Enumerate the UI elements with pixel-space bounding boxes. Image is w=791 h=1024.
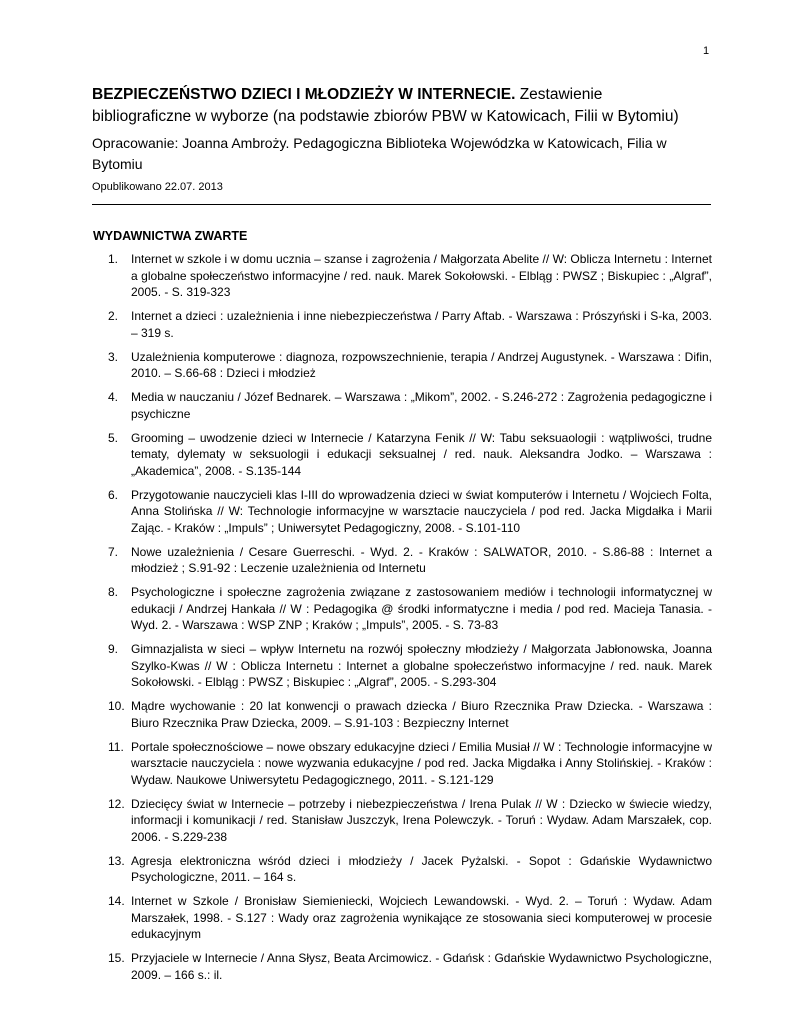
bibliography-entry [108,544,712,577]
entry-number: 7. [108,544,119,559]
bibliography-entry [108,251,712,301]
entry-text: Przyjaciele w Internecie / Anna Słysz, Beata Arcimowicz. - Gdańsk : Gdańskie Wydawnictwo Psychologiczne, 2009. – 166 s.: il. [131,951,712,982]
bibliography-entry [108,698,712,731]
entry-text: Internet w szkole i w domu ucznia – szanse i zagrożenia / Małgorzata Abelite // W: Oblicza Internetu : Internet a globalne społeczeństwo informacyjne / red. nauk. Marek Sokołowski. - Elbląg : PWSZ ; Biskupiec : „Algraf”, 2005. - S. 319-323 [131,252,712,299]
entry-number: 10. [108,699,125,713]
entry-text: Grooming – uwodzenie dzieci w Internecie / Katarzyna Fenik // W: Tabu seksuaologii : wątpliwości, trudne tematy, dylematy w seksuologii i edukacji seksualnej / red. nauk. Aleksandra Jodko. – Warszawa : „Akademica”, 2008. - S.135-144 [131,430,712,478]
publication-date: Opublikowano 22.07. 2013 [92,181,223,193]
entry-number: 15. [108,951,125,965]
entry-text: Portale społecznościowe – nowe obszary edukacyjne dzieci / Emilia Musiał // W : Technologie informacyjne w warsztacie nauczyciela : nowe wyzwania edukacyjne / pod red. Jacka Migdałka i Anny Stolińskiej. - Kraków : Wydaw. Naukowe Uniwersytetu Pedagogicznego, 2011. - S.121-129 [131,739,712,787]
page-number: 1 [703,45,710,57]
bibliography-entry [108,893,712,943]
entry-text: Agresja elektroniczna wśród dzieci i młodzieży / Jacek Pyżalski. - Sopot : Gdańskie Wydawnictwo Psychologiczne, 2011. – 164 s. [131,853,712,884]
entry-number: 2. [108,309,119,323]
entry-text: Mądre wychowanie : 20 lat konwencji o prawach dziecka / Biuro Rzecznika Praw Dziecka. - Warszawa : Biuro Rzecznika Praw Dziecka, 2009. – S.91-103 : Bezpieczny Internet [131,699,712,730]
author-line: Opracowanie: Joanna Ambroży. Pedagogiczna Biblioteka Wojewódzka w Katowicach, Filia w Bytomiu [92,135,667,172]
bibliography-entry [108,641,712,691]
entry-text: Internet w Szkole / Bronisław Siemieniecki, Wojciech Lewandowski. - Wyd. 2. – Toruń : Wydaw. Adam Marszałek, 1998. - S.127 : Wady oraz zagrożenia wynikające ze stosowania sieci komputerowej w procesie edukacyjnym [131,894,712,941]
entry-number: 6. [108,487,119,502]
header-divider [92,204,711,205]
bibliography-entry [108,487,712,537]
bibliography-entry [108,430,712,480]
entry-number: 14. [108,894,125,908]
bibliography-entry [108,950,712,983]
entry-number: 12. [108,796,125,811]
entry-number: 11. [108,739,124,754]
entry-number: 8. [108,585,119,599]
document-title [92,84,704,128]
entry-number: 1. [108,252,119,266]
entry-text: Uzależnienia komputerowe : diagnoza, rozpowszechnienie, terapia / Andrzej Augustynek. - Warszawa : Difin, 2010. – S.66-68 : Dzieci i młodzież [131,349,712,380]
entry-number: 3. [108,349,119,364]
bibliography-entry [108,349,712,382]
entry-text: Media w nauczaniu / Józef Bednarek. – Warszawa : „Mikom”, 2002. - S.246-272 : Zagrożenia pedagogiczne i psychiczne [131,390,712,421]
bibliography-entry [108,796,712,846]
bibliography-entry [108,308,712,341]
bibliography-entry [108,853,712,886]
entry-number: 13. [108,853,125,868]
entry-text: Nowe uzależnienia / Cesare Guerreschi. - Wyd. 2. - Kraków : SALWATOR, 2010. - S.86-88 : Internet a młodzież ; S.91-92 : Leczenie uzależnienia od Internetu [131,544,712,575]
entry-number: 9. [108,642,119,656]
section-heading: WYDAWNICTWA ZWARTE [93,229,248,243]
entry-text: Gimnazjalista w sieci – wpływ Internetu na rozwój społeczny młodzieży / Małgorzata Jabłonowska, Joanna Szylko-Kwas // W : Oblicza Internetu : Internet a globalne społeczeństwo informacyjne / red. nauk. Marek Sokołowski. - Elbląg : PWSZ ; Biskupiec : „Algraf”, 2005. - S.293-304 [131,642,712,689]
entry-text: Dziecięcy świat w Internecie – potrzeby i niebezpieczeństwa / Irena Pulak // W : Dziecko w świecie wiedzy, informacji i komunikacji / red. Stanisław Juszczyk, Irena Polewczyk. - Toruń : Wydaw. Adam Marszałek, cop. 2006. - S.229-238 [131,796,712,844]
entry-number: 5. [108,430,119,445]
bibliography-entry [108,584,712,634]
bibliography-entry [108,389,712,422]
entry-number: 4. [108,390,119,404]
entry-text: Psychologiczne i społeczne zagrożenia związane z zastosowaniem mediów i technologii informatycznej w edukacji / Andrzej Hankała // W : Pedagogika @ środki informatyczne i media / pod red. Macieja Tanasia. - Wyd. 2. - Warszawa : WSP ZNP ; Kraków ; „Impuls”, 2005. - S. 73-83 [131,585,712,632]
bibliography-list [108,251,712,991]
entry-text: Internet a dzieci : uzależnienia i inne niebezpieczeństwa / Parry Aftab. - Warszawa : Prószyński i S-ka, 2003. – 319 s. [131,309,712,340]
title-main: BEZPIECZEŃSTWO DZIECI I MŁODZIEŻY W INTERNECIE. [92,86,516,103]
bibliography-entry [108,739,712,789]
entry-text: Przygotowanie nauczycieli klas I-III do wprowadzenia dzieci w świat komputerów i Internetu / Wojciech Folta, Anna Stolińska // W: Technologie informacyjne w warsztacie nauczyciela / pod red. Jacka Migdałka i Marii Zając. - Kraków : „Impuls” ; Uniwersytet Pedagogiczny, 2008. - S.101-110 [131,487,712,535]
title-subtitle: Zestawienie bibliograficzne w wyborze (na podstawie zbiorów PBW w Katowicach, Filii w Bytomiu) [92,86,679,125]
